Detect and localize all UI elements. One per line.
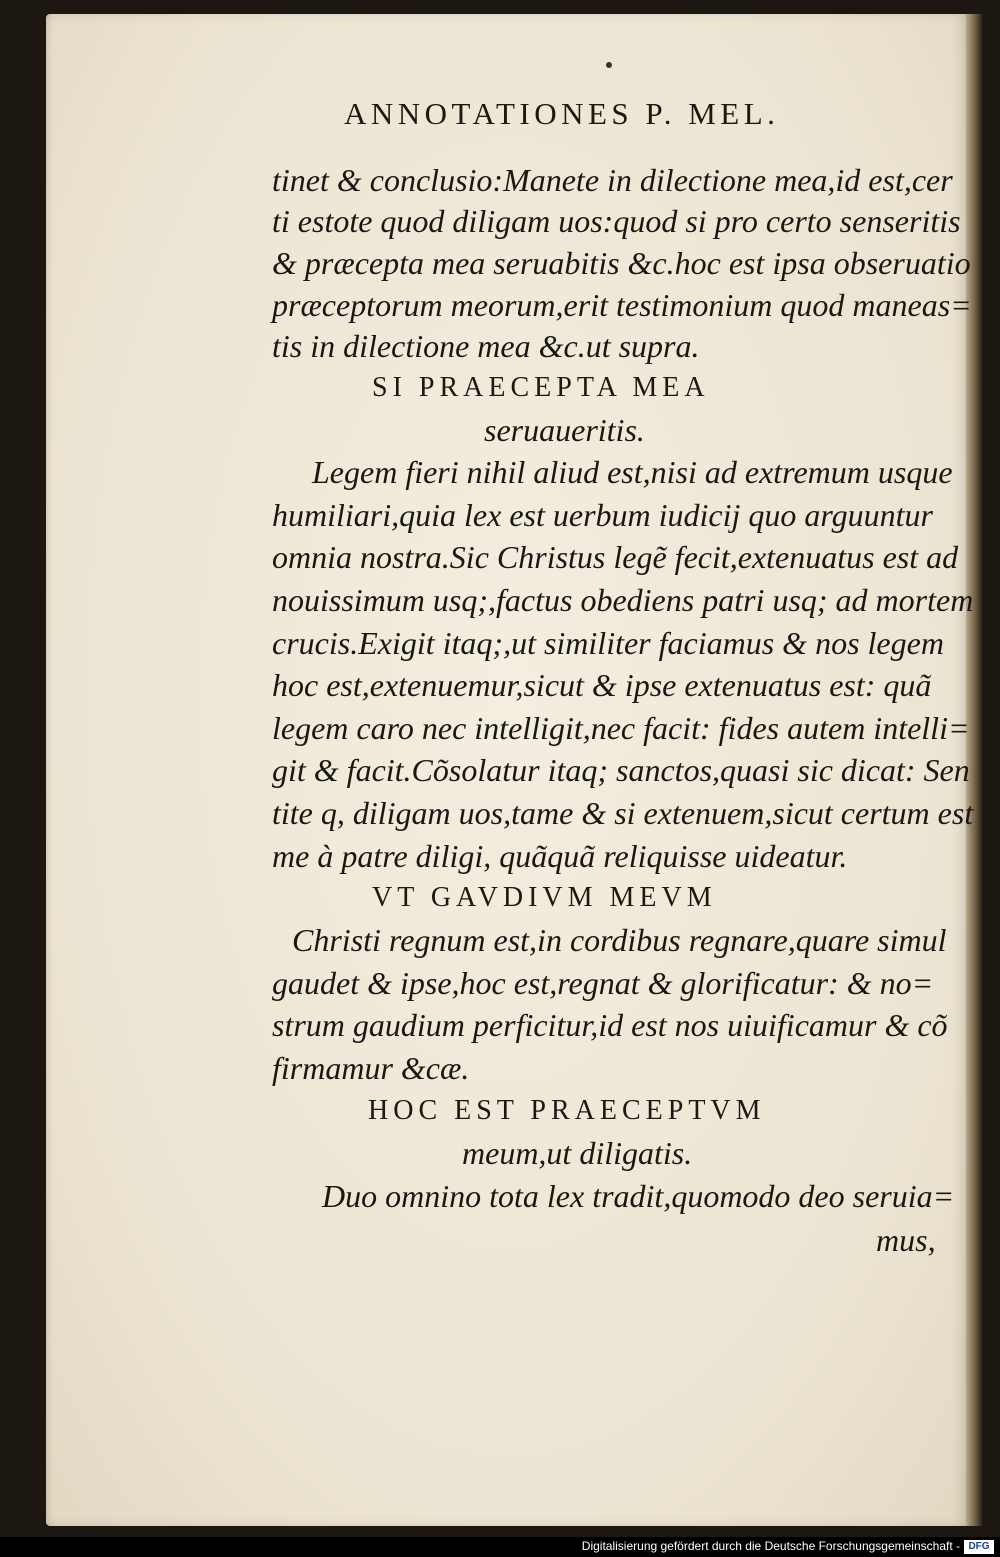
text-line: firmamur &cæ.: [272, 1050, 470, 1086]
text-line: legem caro nec intelligit,nec facit: fides autem intelli=: [272, 710, 970, 746]
text-line: & præcepta mea seruabitis &c.hoc est ipsa obseruatio: [272, 245, 971, 281]
text-line: me à patre diligi, quãquã reliquisse uideatur.: [272, 838, 848, 874]
text-line: tis in dilectione mea &c.ut supra.: [272, 328, 700, 364]
ink-dot-mark: [606, 62, 612, 68]
text-line: git & facit.Cõsolatur itaq; sanctos,quasi sic dicat: Sen: [272, 752, 970, 788]
section-heading: VT GAVDIVM MEVM: [372, 882, 717, 913]
text-line: crucis.Exigit itaq;,ut similiter faciamus & nos legem: [272, 625, 944, 661]
section-heading: SI PRAECEPTA MEA: [372, 372, 710, 403]
running-header: ANNOTATIONES P. MEL.: [344, 96, 780, 131]
catchword: mus,: [876, 1222, 936, 1258]
text-line: nouissimum usq;,factus obediens patri usq; ad mortem: [272, 582, 974, 618]
dfg-logo: DFG: [964, 1540, 994, 1554]
text-line: Legem fieri nihil aliud est,nisi ad extremum usque: [312, 454, 953, 490]
text-line: strum gaudium perficitur,id est nos uiuificamur & cõ: [272, 1007, 948, 1043]
section-heading: HOC EST PRAECEPTVM: [368, 1095, 766, 1126]
text-line: Christi regnum est,in cordibus regnare,quare simul: [292, 922, 947, 958]
text-line: Duo omnino tota lex tradit,quomodo deo seruia=: [322, 1178, 955, 1214]
section-subheading: seruaueritis.: [484, 412, 645, 448]
text-line: tinet & conclusio:Manete in dilectione mea,id est,cer: [272, 162, 953, 198]
text-line: tite q, diligam uos,tame & si extenuem,sicut certum est: [272, 795, 974, 831]
footer-credit-text: Digitalisierung gefördert durch die Deutsche Forschungsgemeinschaft -: [581, 1539, 960, 1553]
text-line: hoc est,extenuemur,sicut & ipse extenuatus est: quã: [272, 667, 932, 703]
text-line: humiliari,quia lex est uerbum iudicij quo arguuntur: [272, 497, 933, 533]
text-line: gaudet & ipse,hoc est,regnat & glorificatur: & no=: [272, 965, 934, 1001]
section-subheading: meum,ut diligatis.: [462, 1135, 693, 1171]
digitization-footer: [0, 1537, 1000, 1557]
text-line: omnia nostra.Sic Christus legẽ fecit,extenuatus est ad: [272, 539, 959, 575]
text-line: præceptorum meorum,erit testimonium quod maneas=: [272, 287, 972, 323]
text-line: ti estote quod diligam uos:quod si pro certo senseritis: [272, 203, 961, 239]
